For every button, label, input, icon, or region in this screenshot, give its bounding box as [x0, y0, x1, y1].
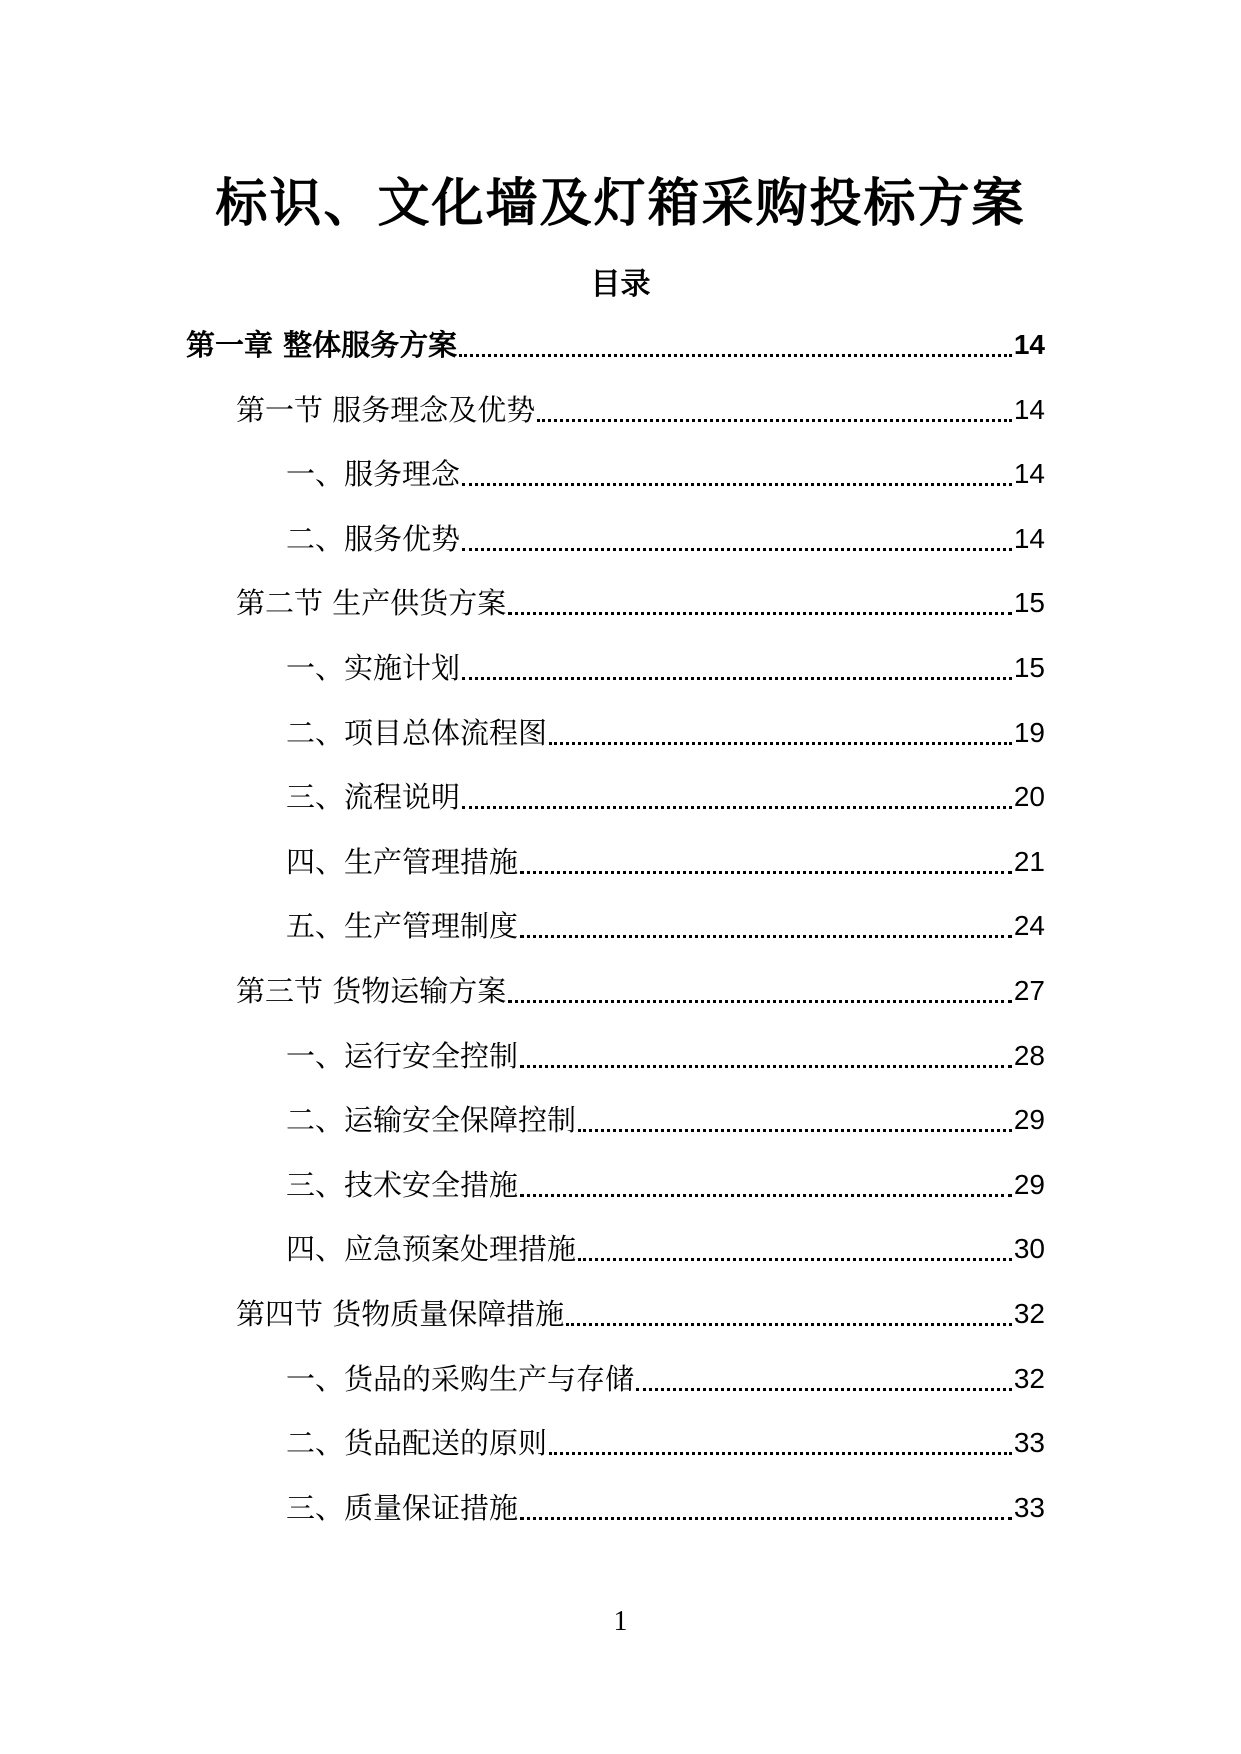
- toc-entry-page: 29: [1013, 1104, 1045, 1136]
- toc-entry-label: 一、货品的采购生产与存储: [286, 1361, 635, 1396]
- toc-entry-label: 第三节 货物运输方案: [236, 974, 507, 1008]
- toc-dot-leader: [508, 971, 1012, 1011]
- toc-entry-label: 二、运输安全保障控制: [286, 1103, 577, 1138]
- toc-dot-leader: [549, 713, 1012, 753]
- toc-entry-page: 21: [1013, 845, 1045, 877]
- toc-entry[interactable]: [286, 1036, 1045, 1076]
- toc-entry-label: 二、货品配送的原则: [286, 1426, 548, 1461]
- toc-entry-label: 一、实施计划: [286, 651, 461, 685]
- toc-dot-leader: [520, 1165, 1012, 1205]
- toc-dot-leader: [537, 390, 1012, 430]
- toc-entry-page: 33: [1013, 1491, 1045, 1523]
- toc-entry-page: 14: [1013, 522, 1045, 554]
- toc-entry-label: 一、服务理念: [286, 457, 461, 492]
- toc-dot-leader: [462, 648, 1012, 688]
- toc-entry-label: 三、质量保证措施: [286, 1490, 519, 1525]
- toc-entry[interactable]: [286, 1229, 1045, 1269]
- toc-entry-page: 20: [1013, 781, 1045, 813]
- toc-entry-label: 一、运行安全控制: [286, 1038, 519, 1073]
- toc-entry[interactable]: [236, 390, 1045, 430]
- toc-entry[interactable]: [286, 648, 1045, 688]
- toc-entry-label: 二、服务优势: [286, 521, 461, 556]
- toc-entry-label: 第二节 生产供货方案: [236, 586, 507, 621]
- document-title: 标识、文化墙及灯箱采购投标方案: [215, 174, 1026, 234]
- toc-entry[interactable]: [186, 325, 1045, 365]
- toc-entry-page: 30: [1013, 1233, 1045, 1265]
- toc-entry[interactable]: [286, 1423, 1045, 1463]
- toc-entry[interactable]: [236, 971, 1045, 1011]
- toc-entry-label: 三、流程说明: [286, 780, 461, 815]
- page-number: 1: [613, 1606, 628, 1637]
- toc-dot-leader: [508, 583, 1012, 623]
- toc-entry-page: 14: [1013, 329, 1045, 360]
- toc-entry[interactable]: [236, 1294, 1045, 1334]
- toc-dot-leader: [520, 906, 1012, 946]
- toc-entry[interactable]: [286, 1359, 1045, 1399]
- toc-entry-page: 29: [1013, 1168, 1045, 1200]
- toc-entry[interactable]: [286, 842, 1045, 882]
- toc-dot-leader: [462, 454, 1012, 494]
- toc-entry-label: 四、生产管理措施: [286, 844, 519, 879]
- toc-entry[interactable]: [286, 777, 1045, 817]
- toc-entry-page: 32: [1013, 1298, 1045, 1329]
- toc-entry-label: 三、技术安全措施: [286, 1167, 519, 1202]
- toc-entry[interactable]: [286, 713, 1045, 753]
- toc-dot-leader: [462, 519, 1012, 559]
- toc-entry-page: 15: [1013, 587, 1045, 619]
- toc-entry-label: 五、生产管理制度: [286, 909, 519, 944]
- toc-dot-leader: [578, 1229, 1012, 1269]
- toc-entry-label: 二、项目总体流程图: [286, 715, 548, 750]
- toc-dot-leader: [520, 1488, 1012, 1528]
- toc-entry-page: 15: [1013, 652, 1045, 683]
- toc-entry[interactable]: [286, 454, 1045, 494]
- toc-entry-page: 28: [1013, 1039, 1045, 1071]
- toc-dot-leader: [459, 325, 1012, 365]
- toc-dot-leader: [520, 1036, 1012, 1076]
- toc-entry[interactable]: [286, 519, 1045, 559]
- toc-dot-leader: [578, 1100, 1012, 1140]
- toc-entry-label: 第一章 整体服务方案: [186, 328, 458, 362]
- toc-entry-label: 第一节 服务理念及优势: [236, 392, 536, 427]
- toc-dot-leader: [636, 1359, 1012, 1399]
- toc-entry[interactable]: [286, 1488, 1045, 1528]
- toc-entry-page: 33: [1013, 1427, 1045, 1459]
- toc-entry-page: 27: [1013, 975, 1045, 1006]
- toc-entry-page: 19: [1013, 716, 1045, 748]
- toc-dot-leader: [549, 1423, 1012, 1463]
- toc-dot-leader: [520, 842, 1012, 882]
- toc-entry-page: 24: [1013, 910, 1045, 942]
- toc-dot-leader: [462, 777, 1012, 817]
- toc-entry[interactable]: [286, 906, 1045, 946]
- toc-entry-label: 四、应急预案处理措施: [286, 1232, 577, 1267]
- toc-entry-page: 32: [1013, 1362, 1045, 1394]
- toc-entry[interactable]: [236, 583, 1045, 623]
- toc-entry-page: 14: [1013, 458, 1045, 490]
- toc-entry-label: 第四节 货物质量保障措施: [236, 1297, 565, 1331]
- toc-entry[interactable]: [286, 1165, 1045, 1205]
- toc-entry[interactable]: [286, 1100, 1045, 1140]
- toc-dot-leader: [566, 1294, 1012, 1334]
- toc-entry-page: 14: [1013, 393, 1045, 425]
- toc-heading: 目录: [590, 267, 651, 302]
